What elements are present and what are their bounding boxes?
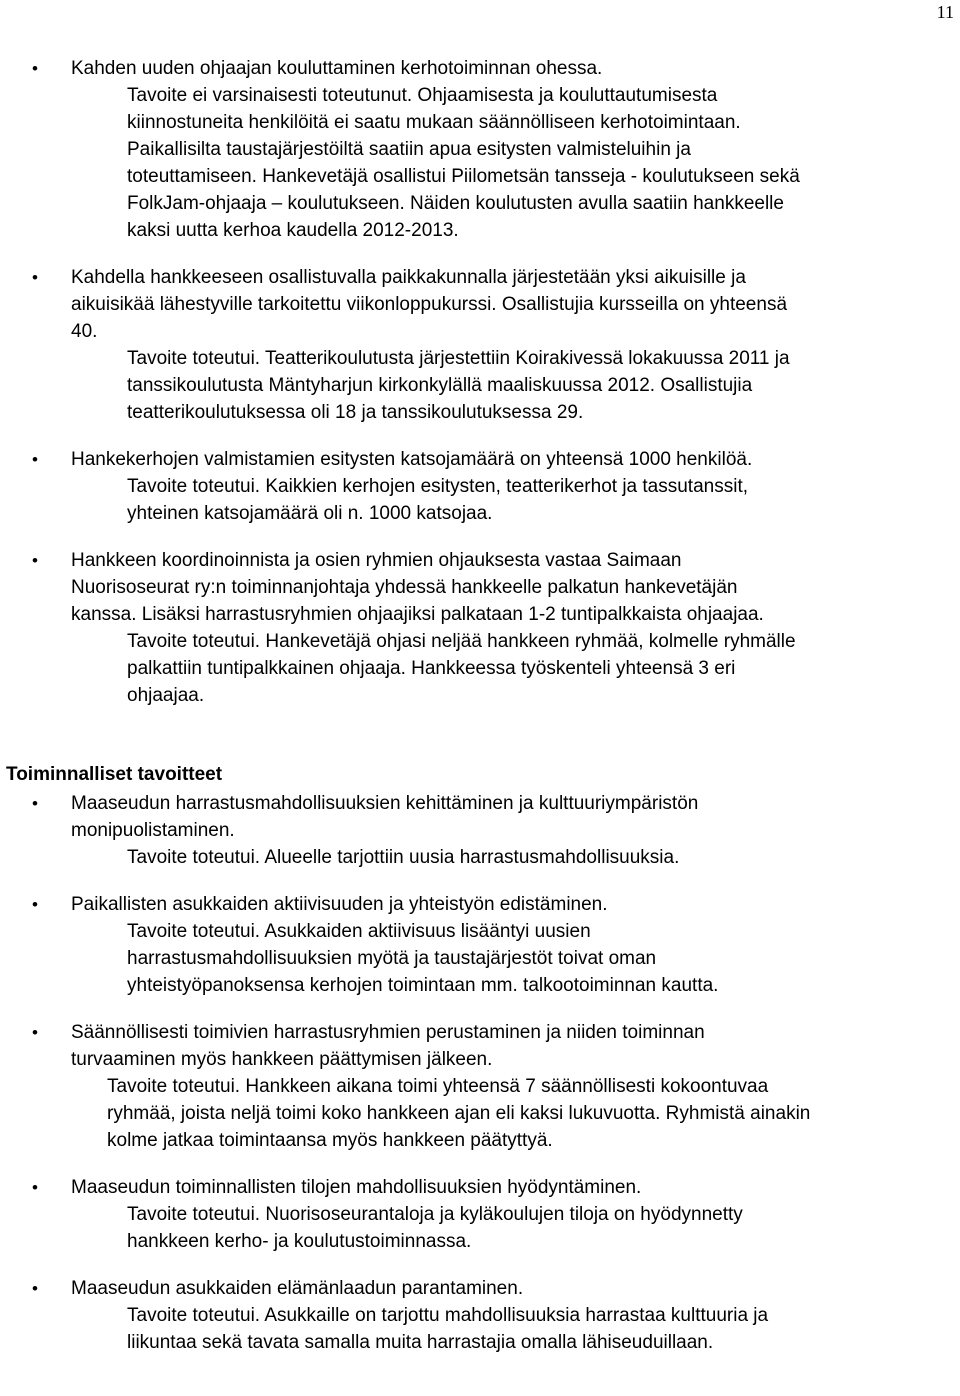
item-line: Paikallisilta taustajärjestöiltä saatiin apua esitysten valmisteluihin ja bbox=[127, 139, 691, 160]
item-line: 40. bbox=[71, 321, 98, 342]
item-line: Maaseudun harrastusmahdollisuuksien kehittäminen ja kulttuuriympäristön bbox=[71, 793, 699, 814]
item-line: kiinnostuneita henkilöitä ei saatu mukaan säännölliseen kerhotoimintaan. bbox=[127, 112, 741, 133]
bullet-icon: • bbox=[32, 59, 38, 78]
bullet-icon: • bbox=[32, 450, 38, 469]
item-line: Tavoite ei varsinaisesti toteutunut. Ohjaamisesta ja kouluttautumisesta bbox=[127, 85, 718, 106]
item-line: monipuolistaminen. bbox=[71, 820, 235, 841]
item-line: kanssa. Lisäksi harrastusryhmien ohjaajiksi palkataan 1-2 tuntipalkkaista ohjaajaa. bbox=[71, 604, 764, 625]
item-line: hankkeen kerho- ja koulutustoiminnassa. bbox=[127, 1231, 472, 1252]
item-line: palkattiin tuntipalkkainen ohjaaja. Hankkeessa työskenteli yhteensä 3 eri bbox=[127, 658, 736, 679]
item-line: ohjaajaa. bbox=[127, 685, 205, 706]
document-body bbox=[0, 55, 960, 1356]
item-line: FolkJam-ohjaaja – koulutukseen. Näiden koulutusten avulla saatiin hankkeelle bbox=[127, 193, 784, 214]
item-line: turvaaminen myös hankkeen päättymisen jälkeen. bbox=[71, 1049, 493, 1070]
item-line: yhteistyöpanoksensa kerhojen toimintaan mm. talkootoiminnan kautta. bbox=[127, 975, 719, 996]
item-line: Tavoite toteutui. Hankkeen aikana toimi yhteensä 7 säännöllisesti kokoontuvaa bbox=[107, 1076, 769, 1097]
section-heading: Toiminnalliset tavoitteet bbox=[6, 764, 223, 785]
bullet-icon: • bbox=[32, 551, 38, 570]
item-line: toteuttamiseen. Hankevetäjä osallistui Piilometsän tansseja - koulutukseen sekä bbox=[127, 166, 800, 187]
list-item-1-3 bbox=[0, 1174, 960, 1255]
bullet-icon: • bbox=[32, 1279, 38, 1298]
item-line: Hankekerhojen valmistamien esitysten katsojamäärä on yhteensä 1000 henkilöä. bbox=[71, 449, 753, 470]
item-line: Tavoite toteutui. Asukkaille on tarjottu mahdollisuuksia harrastaa kulttuuria ja bbox=[127, 1305, 769, 1326]
item-line: Tavoite toteutui. Hankevetäjä ohjasi neljää hankkeen ryhmää, kolmelle ryhmälle bbox=[127, 631, 796, 652]
item-line: harrastusmahdollisuuksien myötä ja taustajärjestöt toivat oman bbox=[127, 948, 657, 969]
list-item-0-1 bbox=[0, 264, 960, 426]
bullet-icon: • bbox=[32, 1178, 38, 1197]
item-line: Tavoite toteutui. Teatterikoulutusta järjestettiin Koirakivessä lokakuussa 2011 ja bbox=[127, 348, 790, 369]
item-line: kaksi uutta kerhoa kaudella 2012-2013. bbox=[127, 220, 459, 241]
page-number: 11 bbox=[936, 2, 954, 22]
list-item-0-2 bbox=[0, 446, 960, 527]
item-line: tanssikoulutusta Mäntyharjun kirkonkylällä maaliskuussa 2012. Osallistujia bbox=[127, 375, 753, 396]
item-line: Säännöllisesti toimivien harrastusryhmien perustaminen ja niiden toiminnan bbox=[71, 1022, 705, 1043]
item-line: Tavoite toteutui. Nuorisoseurantaloja ja kyläkoulujen tiloja on hyödynnetty bbox=[127, 1204, 743, 1225]
list-item-1-2 bbox=[0, 1019, 960, 1154]
bullet-icon: • bbox=[32, 1023, 38, 1042]
bullet-icon: • bbox=[32, 268, 38, 287]
item-line: Tavoite toteutui. Asukkaiden aktiivisuus lisääntyi uusien bbox=[127, 921, 591, 942]
item-line: Hankkeen koordinoinnista ja osien ryhmien ohjauksesta vastaa Saimaan bbox=[71, 550, 682, 571]
item-line: Kahdella hankkeeseen osallistuvalla paikkakunnalla järjestetään yksi aikuisille ja bbox=[71, 267, 746, 288]
item-line: Paikallisten asukkaiden aktiivisuuden ja yhteistyön edistäminen. bbox=[71, 894, 608, 915]
item-line: liikuntaa sekä tavata samalla muita harrastajia omalla lähiseuduillaan. bbox=[127, 1332, 714, 1353]
bullet-icon: • bbox=[32, 794, 38, 813]
list-item-1-0 bbox=[0, 790, 960, 871]
item-line: kolme jatkaa toimintaansa myös hankkeen päätyttyä. bbox=[107, 1130, 553, 1151]
list-item-0-3 bbox=[0, 547, 960, 709]
item-line: yhteinen katsojamäärä oli n. 1000 katsojaa. bbox=[127, 503, 493, 524]
item-line: ryhmää, joista neljä toimi koko hankkeen ajan eli kaksi lukuvuotta. Ryhmistä ainakin bbox=[107, 1103, 811, 1124]
list-item-1-4 bbox=[0, 1275, 960, 1356]
item-line: Tavoite toteutui. Alueelle tarjottiin uusia harrastusmahdollisuuksia. bbox=[127, 847, 680, 868]
bullet-icon: • bbox=[32, 895, 38, 914]
list-item-1-1 bbox=[0, 891, 960, 999]
item-line: Tavoite toteutui. Kaikkien kerhojen esitysten, teatterikerhot ja tassutanssit, bbox=[127, 476, 748, 497]
item-line: Maaseudun toiminnallisten tilojen mahdollisuuksien hyödyntäminen. bbox=[71, 1177, 642, 1198]
item-line: teatterikoulutuksessa oli 18 ja tanssikoulutuksessa 29. bbox=[127, 402, 584, 423]
list-item-0-0 bbox=[0, 55, 960, 244]
item-line: Maaseudun asukkaiden elämänlaadun parantaminen. bbox=[71, 1278, 524, 1299]
item-line: Kahden uuden ohjaajan kouluttaminen kerhotoiminnan ohessa. bbox=[71, 58, 603, 79]
item-line: aikuisikää lähestyville tarkoitettu viikonloppukurssi. Osallistujia kursseilla on yhteensä bbox=[71, 294, 788, 315]
item-line: Nuorisoseurat ry:n toiminnanjohtaja yhdessä hankkeelle palkatun hankevetäjän bbox=[71, 577, 738, 598]
